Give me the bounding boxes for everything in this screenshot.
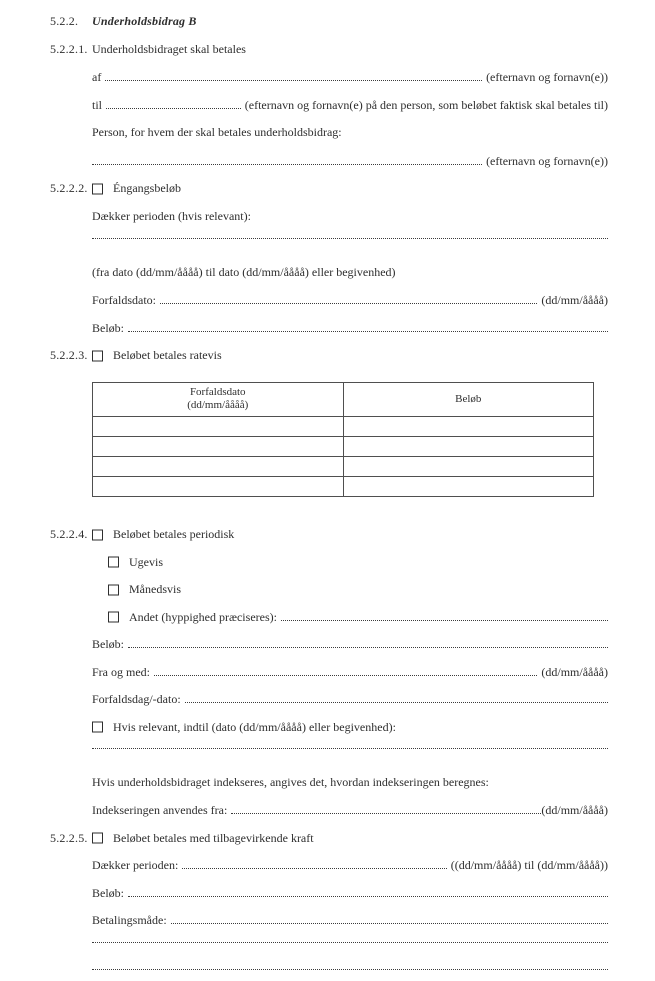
lump-sum-checkbox[interactable] [92, 183, 103, 194]
indexation-label-row [50, 776, 608, 789]
installments-table-row [50, 377, 608, 513]
installments-checkbox-row [50, 349, 608, 361]
periodic-payment-checkbox[interactable] [92, 529, 103, 540]
lump-sum-amount-field[interactable] [128, 331, 608, 332]
period-covered-field-content [92, 238, 608, 241]
payer-name-field-hint: (efternavn og fornavn(e)) [486, 70, 608, 84]
weekly-checkbox-content [92, 556, 608, 568]
table-cell-empty[interactable] [343, 476, 594, 496]
weekly-checkbox[interactable] [108, 557, 119, 568]
column-subtitle: (dd/mm/åååå) [187, 399, 249, 411]
lump-sum-amount-field-row [50, 322, 608, 334]
installments-table-content [92, 377, 608, 513]
until-date-checkbox-content [92, 721, 608, 733]
column-header-amount [343, 382, 594, 416]
section-number: 5.2.2.1. [50, 41, 88, 56]
table-cell-empty[interactable] [93, 456, 344, 476]
static-text: (fra dato (dd/mm/åååå) til dato (dd/mm/åååå) eller begivenhed) [92, 264, 396, 279]
table-cell-empty[interactable] [93, 416, 344, 436]
payee-name-field[interactable] [106, 108, 241, 109]
periodic-amount-field-content [92, 638, 608, 650]
maintenance-person-label-row [50, 126, 608, 139]
retroactive-amount-field-row [50, 887, 608, 899]
monthly-checkbox[interactable] [108, 584, 119, 595]
payment-method-field[interactable] [171, 923, 608, 924]
static-text: Dækker perioden (hvis relevant): [92, 208, 251, 223]
retroactive-period-field[interactable] [182, 868, 446, 869]
periodic-amount-field-label: Beløb: [92, 637, 124, 651]
due-date-field-label: Forfaldsdato: [92, 293, 156, 307]
section-number: 5.2.2.5. [50, 830, 88, 845]
other-frequency-checkbox-fill[interactable] [281, 620, 608, 621]
until-date-checkbox-row [50, 721, 608, 733]
installments-checkbox-content [92, 349, 608, 361]
other-frequency-checkbox-label: Andet (hyppighed præciseres): [129, 609, 277, 624]
installments-table-grid [92, 382, 594, 497]
table-cell-empty[interactable] [343, 456, 594, 476]
from-date-field-content [92, 666, 608, 678]
table-row [93, 416, 594, 436]
periodic-amount-field-row [50, 638, 608, 650]
subsection-payable-label-row [50, 43, 608, 56]
installments-table [92, 382, 594, 497]
indexation-label-content [92, 776, 608, 789]
indexation-from-field-label: Indekseringen anvendes fra: [92, 803, 228, 817]
periodic-payment-checkbox-content [92, 528, 608, 540]
due-date-field[interactable] [160, 303, 537, 304]
period-covered-label-content [92, 210, 608, 223]
payment-method-field-row [50, 914, 608, 926]
static-text: Hvis underholdsbidraget indekseres, angives det, hvordan indekseringen beregnes: [92, 774, 489, 789]
indexation-from-field[interactable] [231, 813, 541, 814]
maintenance-person-name-field-row [50, 155, 608, 167]
retroactive-checkbox-row [50, 832, 608, 844]
heading-text: Underholdsbidrag B [92, 14, 197, 28]
period-format-hint-row [50, 266, 608, 279]
retroactive-amount-field-label: Beløb: [92, 885, 124, 900]
indexation-from-field-row [50, 804, 608, 816]
retroactive-period-field-label: Dækker perioden: [92, 858, 179, 872]
payee-name-field-row [50, 99, 608, 111]
period-covered-field-row [50, 238, 608, 250]
indexation-from-field-content [92, 804, 608, 816]
table-row [93, 436, 594, 456]
lump-sum-checkbox-content [92, 182, 608, 194]
monthly-checkbox-row [50, 583, 608, 595]
column-title: Forfaldsdato [189, 386, 246, 398]
static-text: Person, for hvem der skal betales underholdsbidrag: [92, 125, 342, 139]
due-date-field-hint: (dd/mm/åååå) [541, 293, 608, 307]
lump-sum-amount-field-label: Beløb: [92, 320, 124, 335]
section-number: 5.2.2.3. [50, 348, 88, 362]
section-heading-row [50, 15, 608, 27]
from-date-field-row [50, 666, 608, 678]
form-body [50, 15, 608, 981]
due-day-field[interactable] [185, 702, 608, 703]
table-row [93, 476, 594, 496]
section-number: 5.2.2. [50, 14, 79, 28]
payer-name-field-row [50, 71, 608, 83]
section-number: 5.2.2.4. [50, 527, 88, 541]
maintenance-person-name-field[interactable] [92, 164, 482, 165]
installments-checkbox[interactable] [92, 350, 103, 361]
weekly-checkbox-row [50, 556, 608, 568]
until-date-checkbox[interactable] [92, 722, 103, 733]
period-format-hint-content [92, 266, 608, 279]
table-cell-empty[interactable] [343, 416, 594, 436]
due-date-field-content [92, 294, 608, 306]
from-date-field-hint: (dd/mm/åååå) [541, 664, 608, 679]
retroactive-amount-field[interactable] [128, 896, 608, 897]
retroactive-checkbox-label: Beløbet betales med tilbagevirkende kraft [113, 830, 314, 845]
payer-name-field-label: af [92, 70, 102, 84]
payment-method-field-label: Betalingsmåde: [92, 913, 167, 927]
maintenance-person-name-field-content [92, 155, 608, 167]
due-day-field-content [92, 693, 608, 705]
period-covered-field[interactable] [92, 238, 608, 239]
payer-name-field[interactable] [105, 80, 482, 81]
indexation-from-field-hint: (dd/mm/åååå) [541, 803, 608, 817]
other-frequency-checkbox-content [92, 611, 608, 623]
lump-sum-checkbox-label: Éngangsbeløb [113, 181, 181, 195]
payment-method-field-line3-content [92, 969, 608, 972]
retroactive-period-field-hint: ((dd/mm/åååå) til (dd/mm/åååå)) [450, 858, 608, 872]
until-date-field-content [92, 748, 608, 751]
retroactive-period-field-row [50, 859, 608, 871]
lump-sum-amount-field-content [92, 322, 608, 334]
periodic-payment-checkbox-row [50, 528, 608, 540]
payment-method-field-line3-row [50, 969, 608, 981]
period-covered-label-row [50, 210, 608, 223]
table-row [93, 456, 594, 476]
lump-sum-checkbox-row [50, 182, 608, 194]
until-date-field-row [50, 748, 608, 760]
payment-method-field-line3[interactable] [92, 969, 608, 970]
until-date-checkbox-label: Hvis relevant, indtil (dato (dd/mm/åååå) eller begivenhed): [113, 719, 396, 734]
column-header-due-date [93, 382, 344, 416]
due-day-field-label: Forfaldsdag/-dato: [92, 692, 181, 706]
other-frequency-checkbox[interactable] [108, 612, 119, 623]
retroactive-checkbox-content [92, 832, 608, 844]
payee-name-field-content [92, 99, 608, 111]
periodic-payment-checkbox-label: Beløbet betales periodisk [113, 527, 235, 541]
payee-name-field-label: til [92, 97, 103, 112]
payment-method-field-line2-content [92, 942, 608, 945]
subsection-payable-label-content [92, 43, 608, 56]
table-cell-empty[interactable] [93, 436, 344, 456]
table-cell-empty[interactable] [343, 436, 594, 456]
payment-method-field-line2-row [50, 942, 608, 954]
retroactive-checkbox[interactable] [92, 833, 103, 844]
from-date-field[interactable] [154, 675, 537, 676]
due-date-field-row [50, 294, 608, 306]
monthly-checkbox-label: Månedsvis [129, 582, 181, 596]
column-title: Beløb [455, 392, 482, 405]
retroactive-period-field-content [92, 859, 608, 871]
static-text: Underholdsbidraget skal betales [92, 41, 246, 56]
retroactive-amount-field-content [92, 887, 608, 899]
periodic-amount-field[interactable] [128, 647, 608, 648]
table-cell-empty[interactable] [93, 476, 344, 496]
payment-method-field-content [92, 914, 608, 926]
other-frequency-checkbox-row [50, 611, 608, 623]
monthly-checkbox-content [92, 583, 608, 595]
maintenance-person-label-content [92, 126, 608, 139]
section-number: 5.2.2.2. [50, 181, 88, 195]
installments-checkbox-label: Beløbet betales ratevis [113, 348, 222, 362]
weekly-checkbox-label: Ugevis [129, 554, 163, 569]
until-date-field[interactable] [92, 748, 608, 749]
maintenance-person-name-field-hint: (efternavn og fornavn(e)) [486, 153, 608, 168]
payee-name-field-hint: (efternavn og fornavn(e) på den person, som beløbet faktisk skal betales til) [244, 97, 608, 112]
due-day-field-row [50, 693, 608, 705]
section-heading-content [92, 15, 608, 27]
payer-name-field-content [92, 71, 608, 83]
from-date-field-label: Fra og med: [92, 664, 150, 679]
payment-method-field-line2[interactable] [92, 942, 608, 943]
